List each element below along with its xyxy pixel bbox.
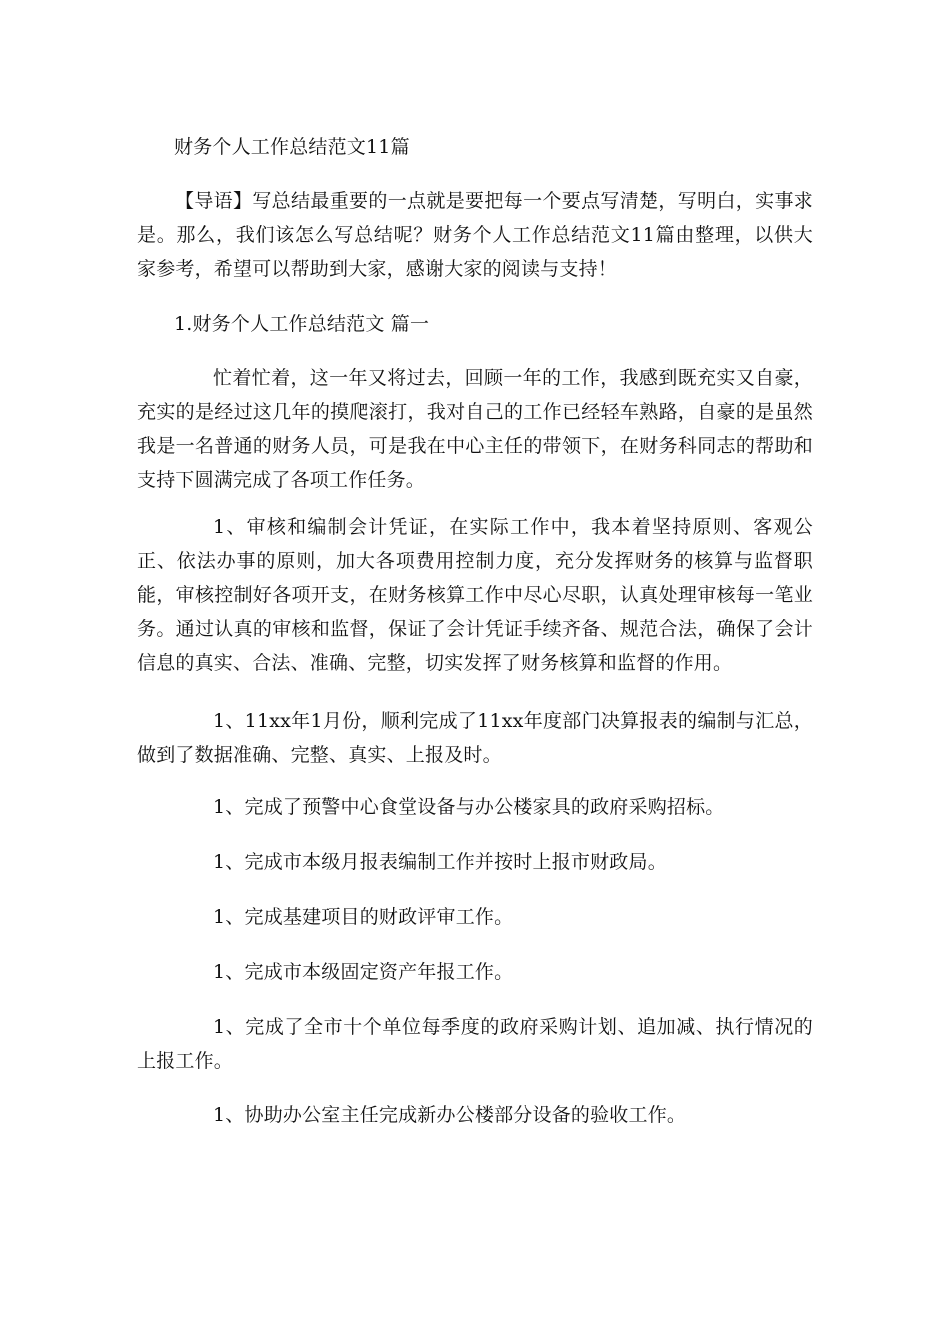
body-paragraph: 1、审核和编制会计凭证，在实际工作中，我本着坚持原则、客观公正、依法办事的原则，加大各项费用控制力度，充分发挥财务的核算与监督职能，审核控制好各项开支，在财务核算工作中尽心尽职，认真处理审核每一笔业务。通过认真的审核和监督，保证了会计凭证手续齐备、规范合法，确保了会计信息的真实、合法、准确、完整，切实发挥了财务核算和监督的作用。 — [137, 516, 813, 674]
document-title: 财务个人工作总结范文11篇 — [174, 136, 410, 158]
body-paragraph: 1、完成基建项目的财政评审工作。 — [213, 906, 514, 928]
intro-paragraph: 【导语】写总结最重要的一点就是要把每一个要点写清楚，写明白，实事求是。那么，我们该怎么写总结呢？财务个人工作总结范文11篇由整理，以供大家参考，希望可以帮助到大家，感谢大家的阅读与支持！ — [137, 190, 813, 280]
body-paragraph: 1、完成市本级月报表编制工作并按时上报市财政局。 — [213, 851, 667, 873]
body-paragraph: 1、完成了预警中心食堂设备与办公楼家具的政府采购招标。 — [213, 796, 725, 818]
body-paragraph: 1、协助办公室主任完成新办公楼部分设备的验收工作。 — [213, 1104, 687, 1126]
body-paragraph: 1、完成了全市十个单位每季度的政府采购计划、追加减、执行情况的上报工作。 — [137, 1016, 813, 1072]
body-paragraph: 忙着忙着，这一年又将过去，回顾一年的工作，我感到既充实又自豪，充实的是经过这几年的摸爬滚打，我对自己的工作已经轻车熟路，自豪的是虽然我是一名普通的财务人员，可是我在中心主任的带领下，在财务科同志的帮助和支持下圆满完成了各项工作任务。 — [137, 367, 813, 491]
section-heading: 1.财务个人工作总结范文 篇一 — [174, 313, 430, 335]
body-paragraph: 1、11xx年1月份，顺利完成了11xx年度部门决算报表的编制与汇总，做到了数据准确、完整、真实、上报及时。 — [137, 710, 813, 766]
document-page — [137, 0, 813, 1344]
body-paragraph: 1、完成市本级固定资产年报工作。 — [213, 961, 514, 983]
